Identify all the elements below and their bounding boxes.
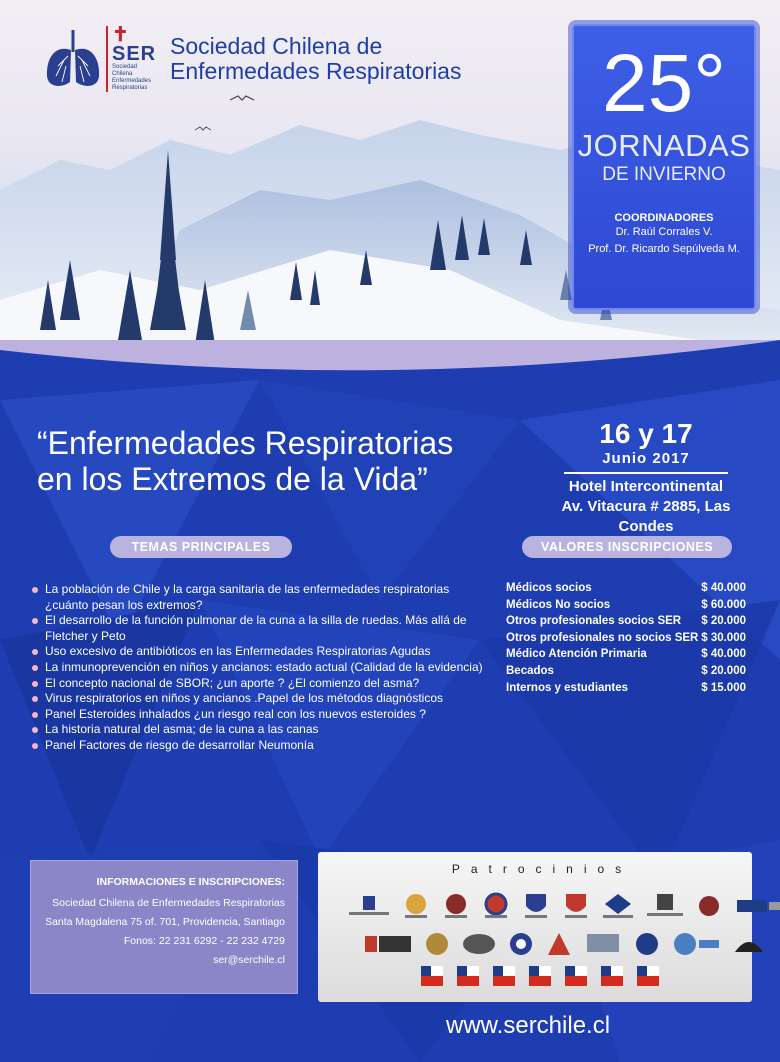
price-value: $ 60.000 xyxy=(701,598,746,611)
price-value: $ 20.000 xyxy=(701,664,746,677)
price-label: Internos y estudiantes xyxy=(506,681,629,694)
cross-icon: ✝ xyxy=(112,24,129,46)
price-label: Médicos No socios xyxy=(506,598,611,611)
price-row xyxy=(506,630,746,647)
chile-flag-logo xyxy=(599,964,625,988)
sponsors-panel xyxy=(318,852,752,1002)
sponsor-logo xyxy=(671,930,721,958)
sponsor-logos-row-1 xyxy=(342,892,780,920)
ser-wordmark xyxy=(106,26,158,92)
chile-flag-logo xyxy=(527,964,553,988)
sponsor-logo xyxy=(347,894,391,918)
prices-header: VALORES INSCRIPCIONES xyxy=(522,536,732,558)
event-venue: Hotel Intercontinental xyxy=(568,478,724,495)
topic-item: Panel Esteroides inhalados ¿un riesgo real con los nuevos esteroides ? xyxy=(32,707,492,723)
topic-item: Virus respiratorios en niños y ancianos .Papel de los métodos diagnósticos xyxy=(32,691,492,707)
topic-item: Uso excesivo de antibióticos en las Enfermedades Respiratorias Agudas xyxy=(32,644,492,660)
event-title xyxy=(37,425,537,497)
website-link[interactable]: www.serchile.cl xyxy=(446,1012,611,1039)
info-email[interactable]: ser@serchile.cl xyxy=(213,954,285,966)
edition-number: 25° xyxy=(601,38,726,129)
sponsor-logo xyxy=(695,892,723,920)
topic-item: La historia natural del asma; de la cuna a las canas xyxy=(32,722,492,738)
price-value: $ 15.000 xyxy=(701,681,746,694)
event-title-line2: en los Extremos de la Vida” xyxy=(37,461,428,497)
logo-sub2: Enfermedades xyxy=(112,78,152,84)
info-address: Santa Magdalena 75 of. 701, Providencia, Santiago xyxy=(45,916,285,928)
topic-item: La inmunoprevención en niños y ancianos: estado actual (Calidad de la evidencia) xyxy=(32,660,492,676)
sponsor-logo xyxy=(633,930,661,958)
logo-sub3: Respiratorias xyxy=(112,85,148,91)
hero-banner xyxy=(0,0,780,390)
ser-abbrev: SER xyxy=(112,43,157,65)
price-row xyxy=(506,646,746,663)
chile-flag-logo xyxy=(455,964,481,988)
price-label: Becados xyxy=(506,664,554,677)
prices-table xyxy=(506,580,746,696)
price-value: $ 20.000 xyxy=(701,615,746,628)
society-name xyxy=(170,34,461,84)
price-row xyxy=(506,663,746,680)
divider xyxy=(564,472,728,474)
society-name-line1: Sociedad Chilena de xyxy=(170,33,383,59)
topic-item: El concepto nacional de SBOR; ¿un aporte ? ¿El comienzo del asma? xyxy=(32,676,492,692)
sponsor-logo xyxy=(731,930,767,958)
lungs-icon xyxy=(44,26,102,92)
topic-item: Panel Factores de riesgo de desarrollar Neumonía xyxy=(32,738,492,754)
event-address: Av. Vitacura # 2885, Las Condes xyxy=(561,498,731,535)
chile-flag-logo xyxy=(635,964,661,988)
edition-line1: JORNADAS xyxy=(577,128,751,163)
coordinator-1: Dr. Raúl Corrales V. xyxy=(615,226,713,238)
sponsor-logo xyxy=(461,930,497,958)
price-row xyxy=(506,580,746,597)
price-value: $ 40.000 xyxy=(701,582,746,594)
event-days: 16 y 17 xyxy=(599,418,693,449)
info-title: INFORMACIONES E INSCRIPCIONES: xyxy=(96,876,285,888)
price-row xyxy=(506,680,746,697)
chile-flag-logo xyxy=(491,964,517,988)
info-phones: Fonos: 22 231 6292 - 22 232 4729 xyxy=(123,935,285,947)
event-month: Junio 2017 xyxy=(602,450,690,467)
sponsors-title: Patrocinios xyxy=(451,862,633,876)
sponsor-logo xyxy=(401,892,431,920)
topic-item: La población de Chile y la carga sanitaria de las enfermedades respiratorias ¿cuánto pesan los extremos? xyxy=(32,582,492,613)
edition-line2: DE INVIERNO xyxy=(602,164,726,185)
sponsor-logo xyxy=(521,892,551,920)
edition-badge xyxy=(572,24,756,310)
sponsor-logo xyxy=(441,892,471,920)
sponsor-logo xyxy=(601,892,635,920)
sponsor-logo xyxy=(481,892,511,920)
sponsor-logo xyxy=(583,930,623,958)
coordinators-label: COORDINADORES xyxy=(614,212,714,224)
event-title-line1: “Enfermedades Respiratorias xyxy=(37,425,454,461)
sponsor-logo xyxy=(561,892,591,920)
info-box xyxy=(30,860,298,994)
price-row xyxy=(506,597,746,614)
price-value: $ 30.000 xyxy=(701,631,746,644)
chile-flag-logo xyxy=(419,964,445,988)
price-label: Otros profesionales no socios SER xyxy=(506,631,699,644)
society-logo xyxy=(44,26,461,92)
event-date-venue xyxy=(540,418,752,537)
price-label: Médico Atención Primaria xyxy=(506,648,647,661)
sponsor-logos-row-2 xyxy=(358,930,772,958)
sponsor-logo xyxy=(545,930,573,958)
coordinator-2: Prof. Dr. Ricardo Sepúlveda M. xyxy=(588,243,740,255)
price-label: Médicos socios xyxy=(506,582,592,594)
topic-item: El desarrollo de la función pulmonar de la cuna a la silla de ruedas. Más allá de Fletcher y Peto xyxy=(32,613,492,644)
sponsor-logo xyxy=(363,932,413,956)
society-name-line2: Enfermedades Respiratorias xyxy=(170,58,462,84)
price-row xyxy=(506,613,746,630)
sponsor-logos-row-3 xyxy=(414,964,666,988)
sponsor-logo xyxy=(507,930,535,958)
price-value: $ 40.000 xyxy=(701,648,746,661)
sponsor-logo xyxy=(645,892,685,920)
sponsor-logo xyxy=(733,892,780,920)
sponsor-logo xyxy=(423,930,451,958)
chile-flag-logo xyxy=(563,964,589,988)
topics-list xyxy=(32,582,492,754)
logo-sub1: Sociedad Chilena xyxy=(112,64,138,77)
price-label: Otros profesionales socios SER xyxy=(506,615,682,628)
info-society: Sociedad Chilena de Enfermedades Respiratorias xyxy=(52,897,285,909)
topics-header: TEMAS PRINCIPALES xyxy=(110,536,292,558)
